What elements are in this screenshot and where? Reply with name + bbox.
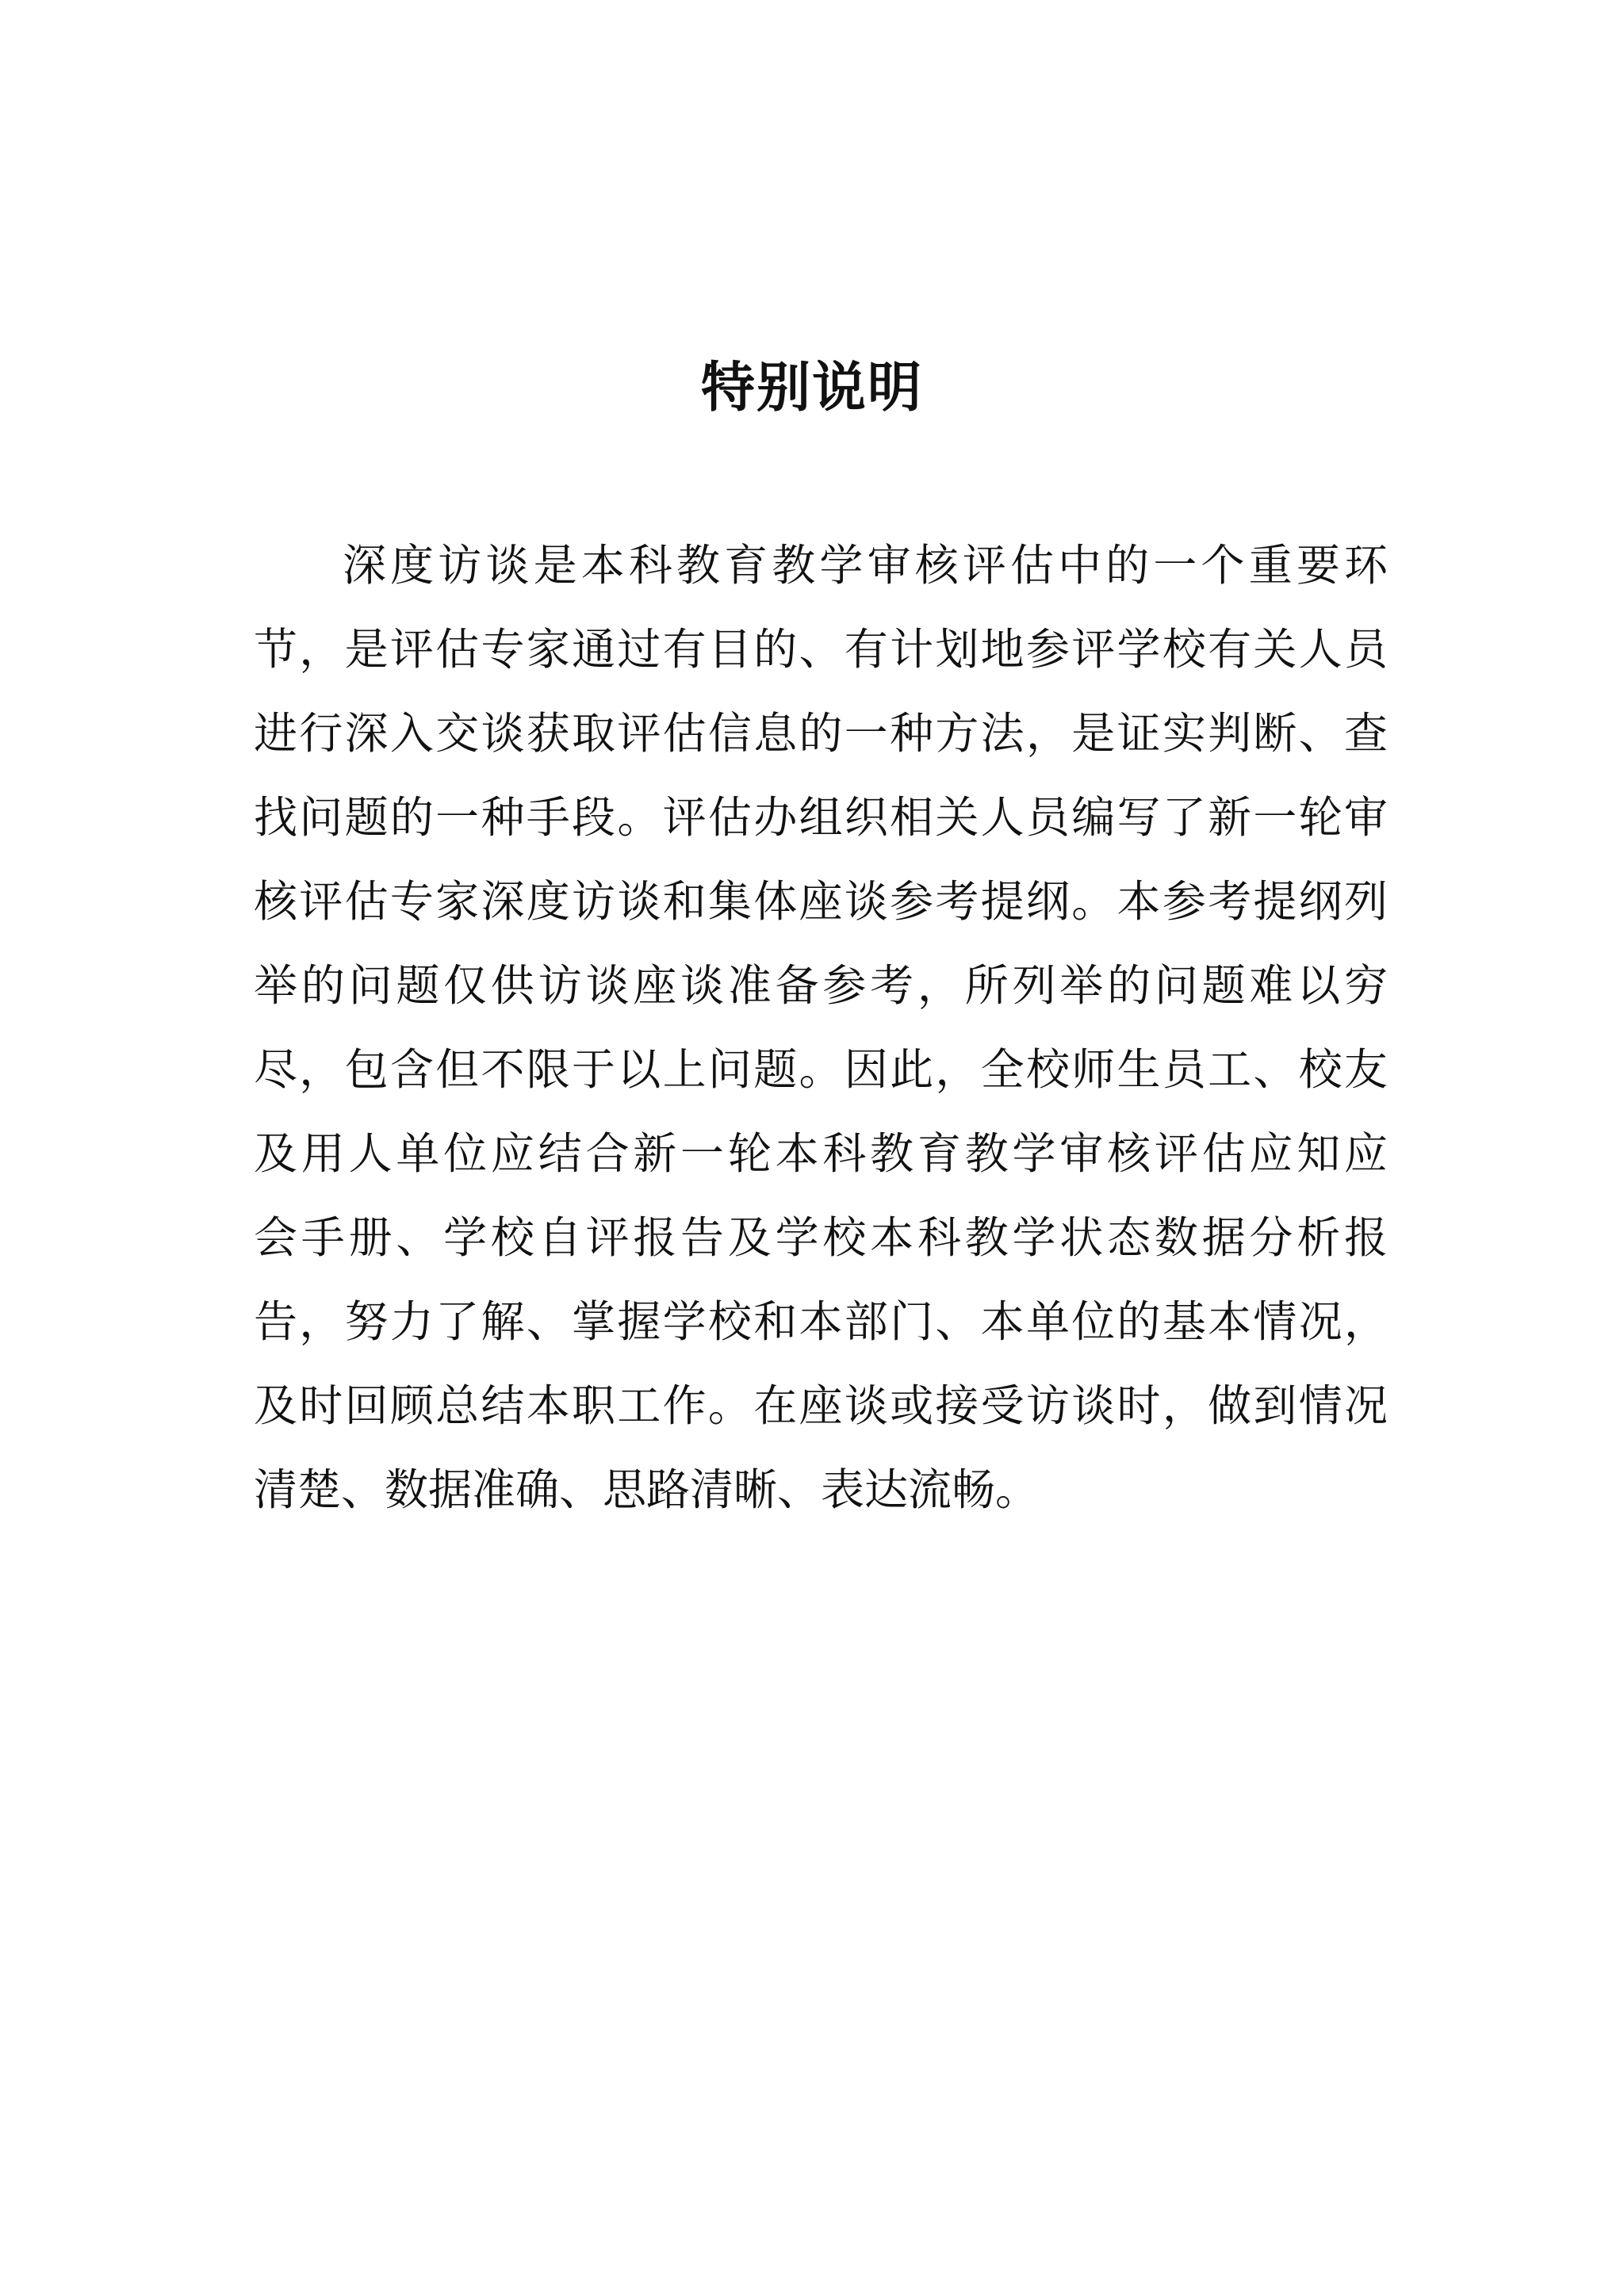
- page-title: 特别说明: [700, 357, 923, 419]
- paragraph-line: 及时回顾总结本职工作。在座谈或接受访谈时，做到情况: [254, 1380, 1388, 1431]
- paragraph-line: 节，是评估专家通过有目的、有计划地参评学校有关人员: [254, 624, 1388, 675]
- paragraph-line: 尽，包含但不限于以上问题。因此，全校师生员工、校友: [254, 1044, 1388, 1095]
- paragraph-line: 深度访谈是本科教育教学审核评估中的一个重要环: [343, 540, 1388, 591]
- paragraph-line: 进行深入交谈获取评估信息的一种方法，是证实判断、查: [254, 708, 1388, 759]
- paragraph-line: 及用人单位应结合新一轮本科教育教学审核评估应知应: [254, 1128, 1388, 1179]
- paragraph-line: 举的问题仅供访谈座谈准备参考，所列举的问题难以穷: [254, 960, 1388, 1011]
- paragraph-line: 告，努力了解、掌握学校和本部门、本单位的基本情况，: [254, 1296, 1388, 1347]
- paragraph-line: 会手册、学校自评报告及学校本科教学状态数据分析报: [254, 1212, 1388, 1263]
- body-paragraph: [254, 523, 1388, 1532]
- paragraph-line: 核评估专家深度访谈和集体座谈参考提纲。本参考提纲列: [254, 876, 1388, 927]
- paragraph-line: 找问题的一种手段。评估办组织相关人员编写了新一轮审: [254, 792, 1388, 843]
- paragraph-line: 清楚、数据准确、思路清晰、表达流畅。: [254, 1464, 1040, 1515]
